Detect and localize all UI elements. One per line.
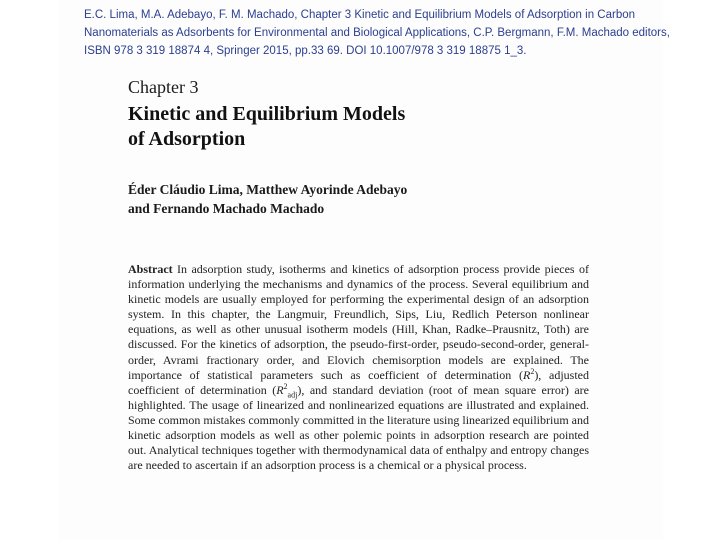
citation-line-3: ISBN 978 3 319 18874 4, Springer 2015, pp.33 69. DOI 10.1007/978 3 319 18875 1_3.	[84, 45, 527, 57]
author-list	[128, 180, 548, 218]
abstract-text-1: In adsorption study, isotherms and kinetics of adsorption process provide pieces of information underlying the mechanisms and dynamics of the process. Several equilibrium and kinetic models are usually employed for performing the experimental design of an adsorption system. In this chapter, the Langmuir, Freundlich, Sips, Liu, Redlich Peterson nonlinear equations, as well as other unusual isotherm models (Hill, Khan, Radke–Prausnitz, Toth) are discussed. For the kinetics of adsorption, the pseudo-first-order, pseudo-second-order, general-order, Avrami fractionary order, and Elovich chemisorption models are explained. The importance of statistical parameters such as coefficient of determination (	[128, 262, 589, 382]
chapter-title-line-2: of Adsorption	[128, 128, 246, 150]
abstract-text-3: ), and standard deviation (root of mean square error) are highlighted. The usage of linearized and nonlinearized equations are illustrated and explained. Some common mistakes commonly committed in the literature using linearized equilibrium and kinetic adsorption models as well as other polemic points in adsorption research are pointed out. Analytical techniques together with thermodynamical data of enthalpy and entropy changes are needed to ascertain if an adsorption process is a chemical or a physical process.	[128, 382, 589, 473]
chapter-label: Chapter 3	[128, 77, 199, 97]
author-line-2: and Fernando Machado Machado	[128, 201, 325, 216]
r-adj-exponent: 2	[283, 381, 288, 391]
abstract-paragraph	[128, 262, 589, 473]
abstract-text-2: ), adjusted coefficient of determination (	[128, 367, 590, 397]
author-line-1: Éder Cláudio Lima, Matthew Ayorinde Adebayo	[128, 182, 408, 197]
r-adj-subscript: adj	[287, 390, 298, 400]
chapter-title-line-1: Kinetic and Equilibrium Models	[128, 103, 406, 125]
r-adj-symbol: R	[276, 382, 284, 397]
citation-line-2: Nanomaterials as Adsorbents for Environmental and Biological Applications, C.P. Bergmann, F.M. Machado editors,	[84, 27, 670, 39]
abstract-label: Abstract	[128, 262, 173, 276]
r-squared-symbol: R	[522, 367, 531, 382]
r-squared-exponent: 2	[530, 366, 535, 376]
citation-header	[84, 6, 684, 60]
chapter-title	[128, 102, 528, 152]
citation-line-1: E.C. Lima, M.A. Adebayo, F. M. Machado, Chapter 3 Kinetic and Equilibrium Models of Adsorption in Carbon	[84, 9, 636, 21]
